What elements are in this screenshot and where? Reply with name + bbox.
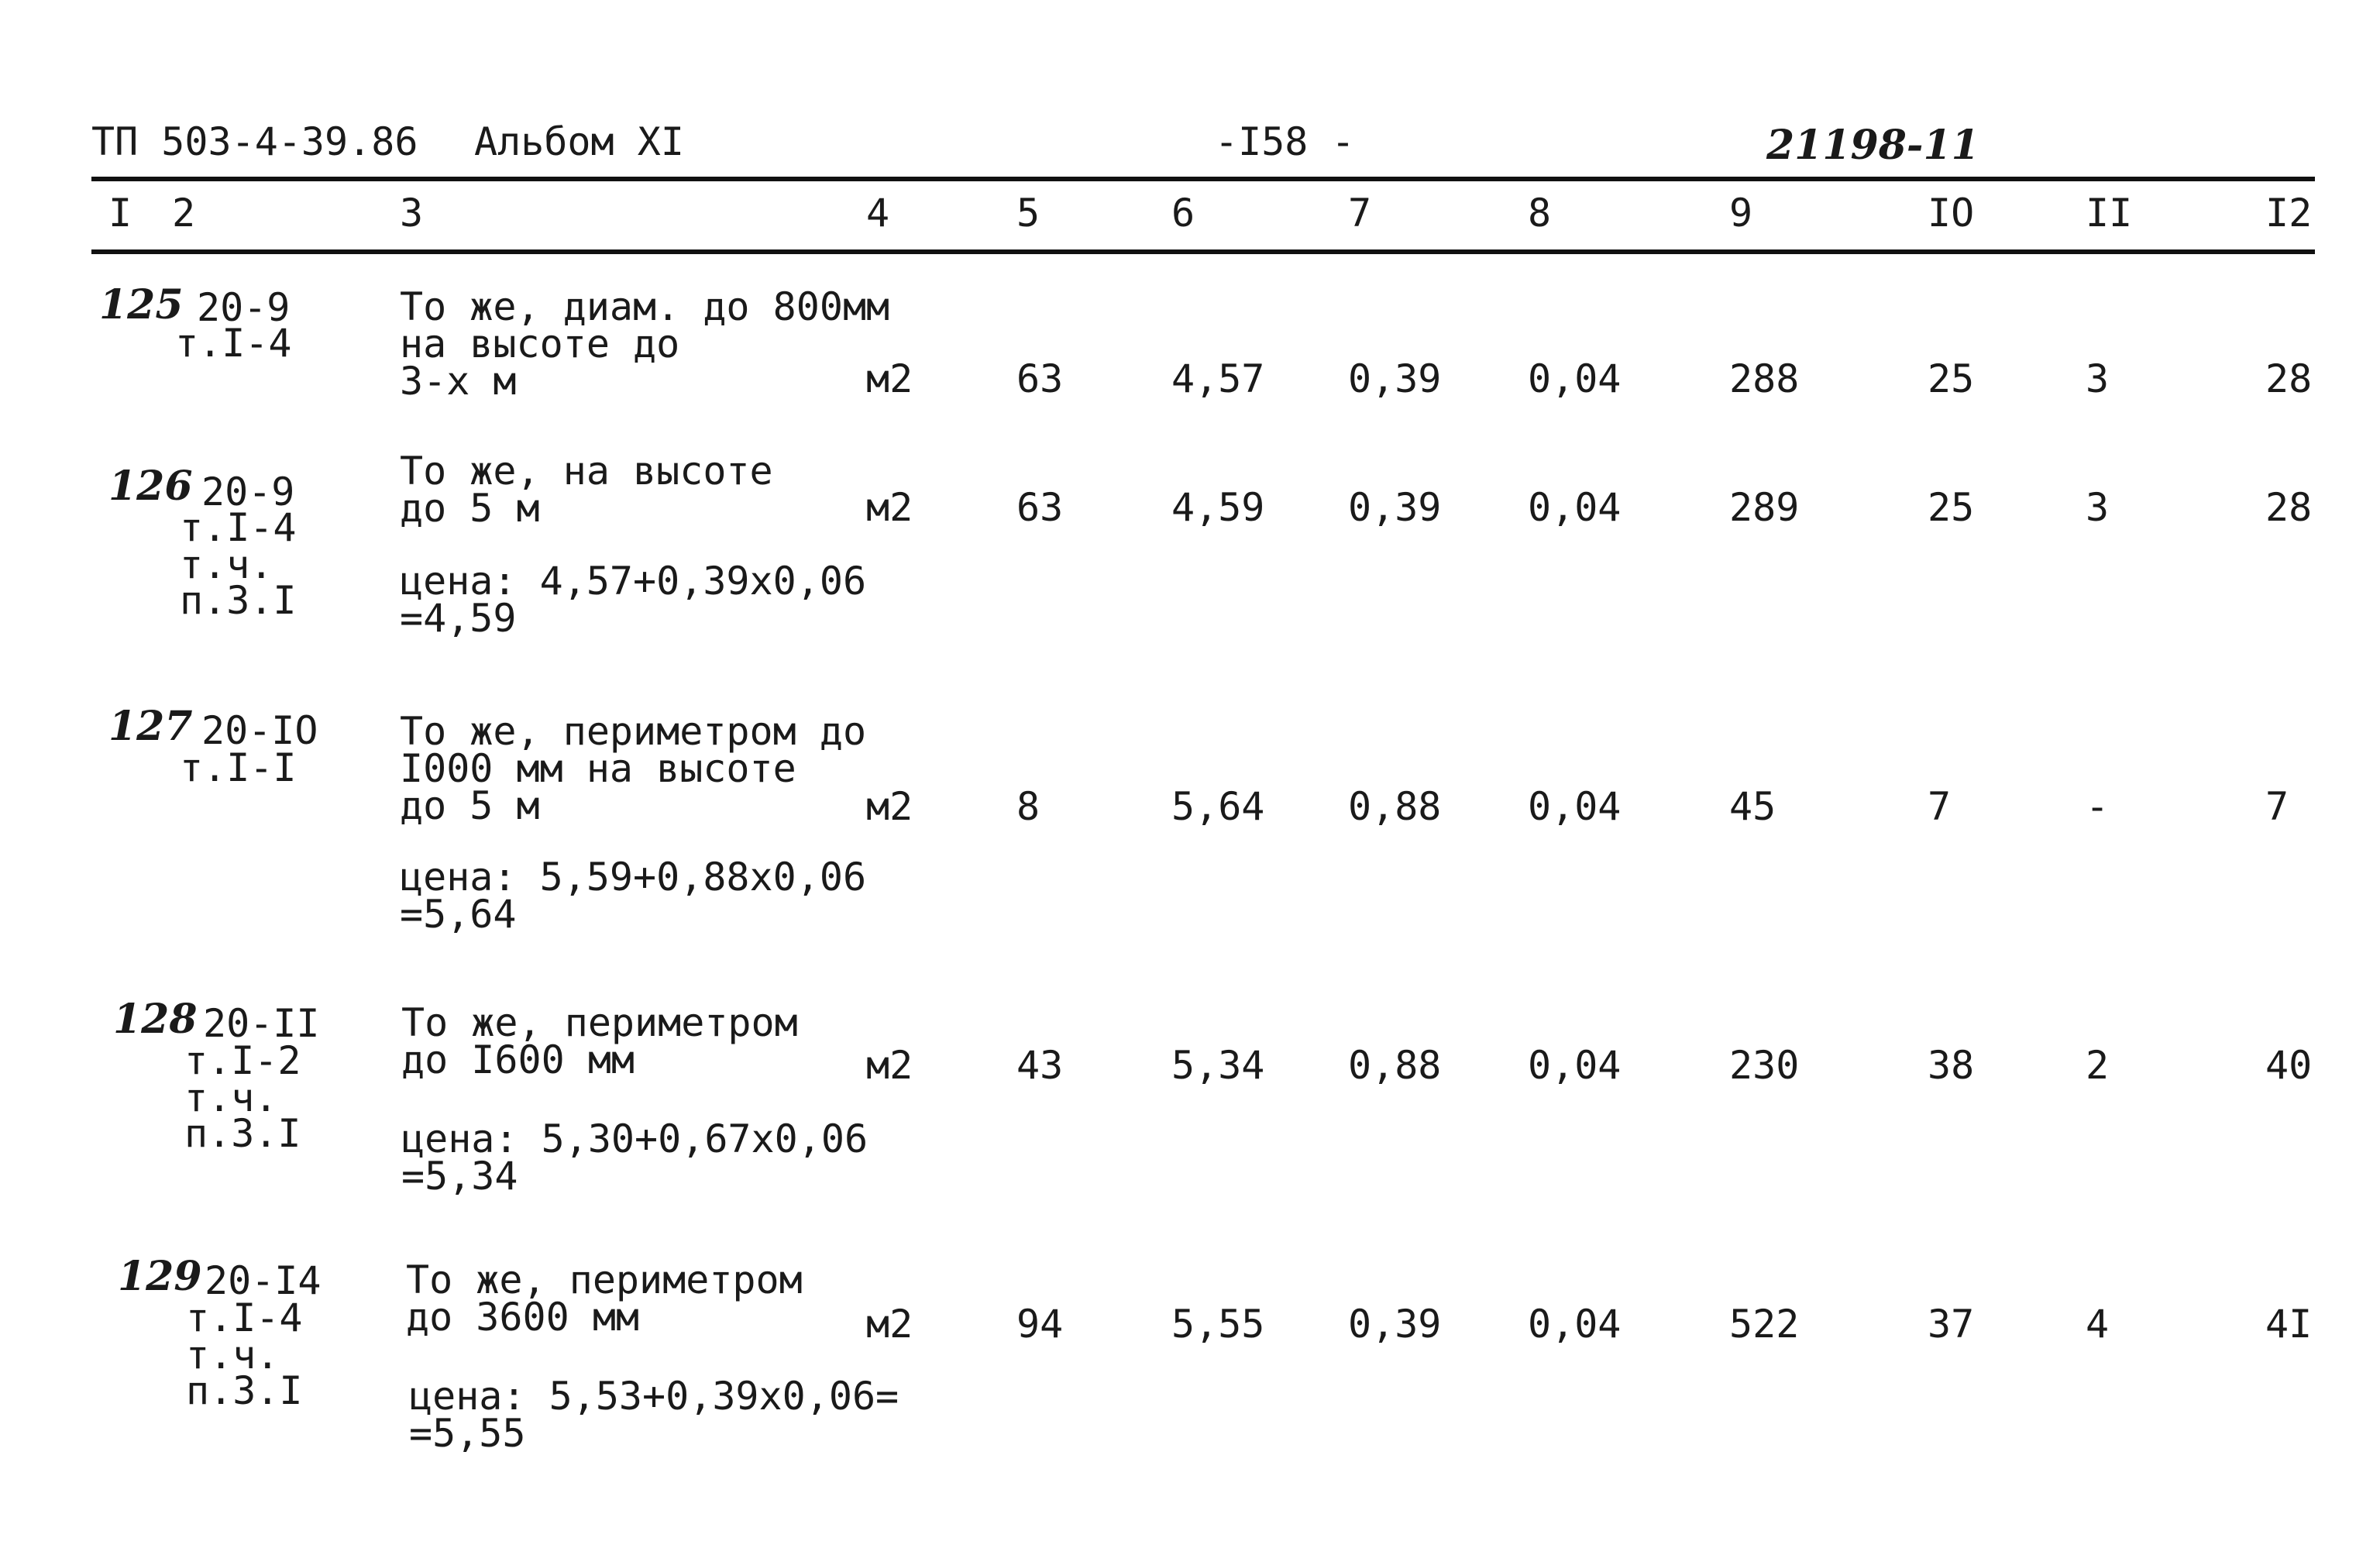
unit-price: 4,59 <box>1171 485 1265 530</box>
wage-price: 0,88 <box>1348 784 1442 829</box>
column-header: 4 <box>866 191 890 236</box>
column-header: 3 <box>400 191 424 236</box>
quantity: 8 <box>1016 784 1040 829</box>
work-description: до 5 м <box>400 486 540 531</box>
norm-table-ref: т.I-I <box>180 745 297 790</box>
unit: м2 <box>866 485 913 530</box>
total-cost: 288 <box>1729 356 1800 401</box>
wage-price: 0,39 <box>1348 356 1442 401</box>
col-12-value: 28 <box>2265 485 2313 530</box>
norm-table-ref: т.I-4 <box>180 505 297 550</box>
work-description: То же, периметром до <box>400 709 867 754</box>
price-calculation: =5,64 <box>400 892 517 937</box>
unit-price: 5,55 <box>1171 1302 1265 1347</box>
column-header: IO <box>1928 191 1975 236</box>
column-header: 5 <box>1016 191 1040 236</box>
price-calculation: цена: 5,30+0,67х0,06 <box>401 1116 868 1161</box>
norm-table-ref: т.I-2 <box>184 1038 301 1083</box>
unit: м2 <box>866 784 913 829</box>
col-10-value: 37 <box>1928 1302 1975 1347</box>
quantity: 94 <box>1016 1302 1064 1347</box>
top-rule <box>91 177 2315 181</box>
col-11-value: 4 <box>2086 1302 2110 1347</box>
machine-price: 0,04 <box>1528 784 1622 829</box>
price-calculation: цена: 5,53+0,39х0,06= <box>409 1374 899 1419</box>
work-description: То же, на высоте <box>400 449 773 494</box>
norm-code: 20-9 <box>197 285 291 330</box>
unit-price: 4,57 <box>1171 356 1265 401</box>
column-header: I <box>108 191 132 236</box>
col-11-value: - <box>2086 784 2110 829</box>
column-header: 7 <box>1348 191 1372 236</box>
norm-note: т.ч. <box>180 542 273 587</box>
col-10-value: 38 <box>1928 1043 1975 1088</box>
row-number: 127 <box>108 703 193 750</box>
total-cost: 289 <box>1729 485 1800 530</box>
price-calculation: =4,59 <box>400 596 517 641</box>
quantity: 63 <box>1016 485 1064 530</box>
work-description: I000 мм на высоте <box>400 746 796 791</box>
norm-clause: п.3.I <box>184 1111 301 1156</box>
work-description: до 5 м <box>400 783 540 828</box>
header-bottom-rule <box>91 249 2315 254</box>
col-12-value: 28 <box>2265 356 2313 401</box>
total-cost: 230 <box>1729 1043 1800 1088</box>
quantity: 43 <box>1016 1043 1064 1088</box>
total-cost: 522 <box>1729 1302 1800 1347</box>
row-number: 128 <box>113 996 198 1043</box>
work-description: до I600 мм <box>401 1037 635 1082</box>
album-label: Альбом XI <box>474 119 684 164</box>
machine-price: 0,04 <box>1528 485 1622 530</box>
column-header: II <box>2086 191 2133 236</box>
norm-clause: п.3.I <box>180 578 297 623</box>
norm-table-ref: т.I-4 <box>186 1295 303 1340</box>
column-header: I2 <box>2265 191 2313 236</box>
norm-table-ref: т.I-4 <box>175 321 292 366</box>
price-calculation: цена: 4,57+0,39х0,06 <box>400 559 867 604</box>
row-number: 129 <box>118 1253 202 1300</box>
column-header: 9 <box>1729 191 1753 236</box>
col-11-value: 2 <box>2086 1043 2110 1088</box>
price-calculation: цена: 5,59+0,88х0,06 <box>400 855 867 900</box>
col-12-value: 7 <box>2265 784 2289 829</box>
col-10-value: 25 <box>1928 356 1975 401</box>
unit: м2 <box>866 1043 913 1088</box>
col-11-value: 3 <box>2086 485 2110 530</box>
norm-note: т.ч. <box>186 1333 280 1378</box>
wage-price: 0,39 <box>1348 485 1442 530</box>
row-number: 126 <box>108 463 193 510</box>
col-10-value: 7 <box>1928 784 1952 829</box>
column-header: 8 <box>1528 191 1552 236</box>
work-description: То же, диам. до 800мм <box>400 284 890 329</box>
wage-price: 0,39 <box>1348 1302 1442 1347</box>
norm-code: 20-9 <box>201 470 295 514</box>
price-calculation: =5,55 <box>409 1411 526 1456</box>
quantity: 63 <box>1016 356 1064 401</box>
norm-code: 20-I4 <box>205 1258 322 1303</box>
machine-price: 0,04 <box>1528 1043 1622 1088</box>
column-header: 2 <box>172 191 196 236</box>
norm-note: т.ч. <box>184 1075 278 1120</box>
wage-price: 0,88 <box>1348 1043 1442 1088</box>
work-description: на высоте до <box>400 322 680 366</box>
document-code: ТП 503-4-39.86 <box>91 119 418 164</box>
col-11-value: 3 <box>2086 356 2110 401</box>
work-description: То же, периметром <box>406 1257 803 1302</box>
total-cost: 45 <box>1729 784 1776 829</box>
page-number: -I58 - <box>1215 119 1355 164</box>
col-12-value: 40 <box>2265 1043 2313 1088</box>
unit: м2 <box>866 356 913 401</box>
norm-code: 20-IO <box>201 708 318 753</box>
norm-clause: п.3.I <box>186 1368 303 1413</box>
price-calculation: =5,34 <box>401 1154 518 1199</box>
col-12-value: 4I <box>2265 1302 2313 1347</box>
unit-price: 5,34 <box>1171 1043 1265 1088</box>
handwritten-sheet-number: 21198-11 <box>1766 122 1979 169</box>
norm-code: 20-II <box>203 1001 320 1046</box>
work-description: То же, периметром <box>401 1000 798 1045</box>
unit: м2 <box>866 1302 913 1347</box>
column-header: 6 <box>1171 191 1195 236</box>
machine-price: 0,04 <box>1528 1302 1622 1347</box>
work-description: 3-х м <box>400 359 517 404</box>
row-number: 125 <box>99 281 184 329</box>
work-description: до 3600 мм <box>406 1295 640 1340</box>
machine-price: 0,04 <box>1528 356 1622 401</box>
unit-price: 5,64 <box>1171 784 1265 829</box>
col-10-value: 25 <box>1928 485 1975 530</box>
